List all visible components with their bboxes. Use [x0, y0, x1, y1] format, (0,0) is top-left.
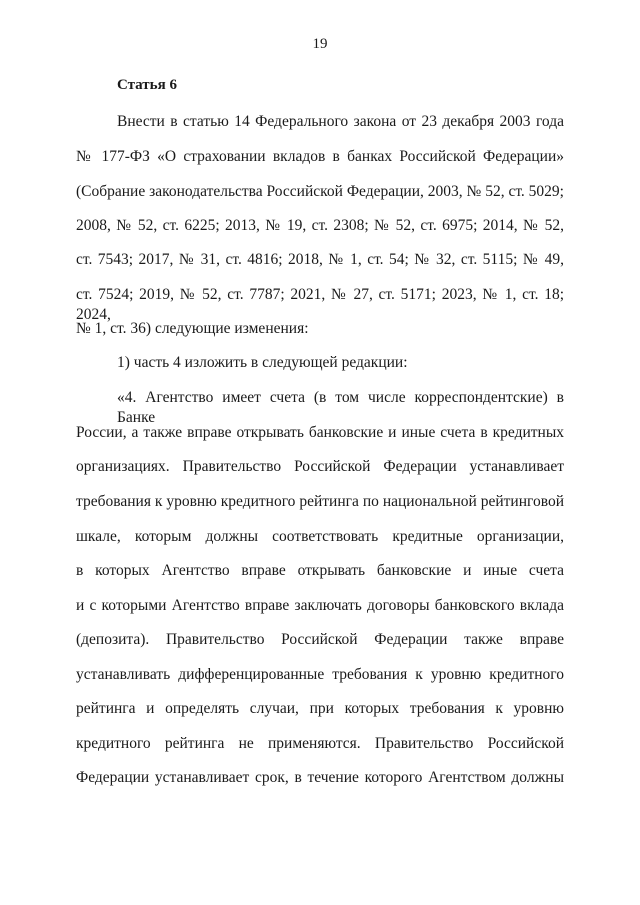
text-line: (Собрание законодательства Российской Федерации, 2003, № 52, ст. 5029;: [76, 183, 564, 200]
text-line: устанавливать дифференцированные требования к уровню кредитного: [76, 666, 564, 683]
text-line: шкале, которым должны соответствовать кредитные организации,: [76, 528, 564, 545]
text-line: рейтинга и определять случаи, при которых требования к уровню: [76, 700, 564, 717]
text-line: ст. 7524; 2019, № 52, ст. 7787; 2021, № 27, ст. 5171; 2023, № 1, ст. 18; 2024,: [76, 286, 564, 323]
text-line: организациях. Правительство Российской Федерации устанавливает: [76, 458, 564, 475]
text-line: (депозита). Правительство Российской Федерации также вправе: [76, 631, 564, 648]
article-heading: Статья 6: [117, 77, 177, 93]
text-line: № 177-ФЗ «О страховании вкладов в банках Российской Федерации»: [76, 148, 564, 165]
text-line: России, а также вправе открывать банковские и иные счета в кредитных: [76, 424, 564, 441]
text-line: и с которыми Агентство вправе заключать договоры банковского вклада: [76, 597, 564, 614]
text-line: кредитного рейтинга не применяются. Правительство Российской: [76, 735, 564, 752]
text-line: Внести в статью 14 Федерального закона от 23 декабря 2003 года: [117, 113, 564, 130]
text-line: 2008, № 52, ст. 6225; 2013, № 19, ст. 2308; № 52, ст. 6975; 2014, № 52,: [76, 217, 564, 234]
text-line: «4. Агентство имеет счета (в том числе корреспондентские) в Банке: [117, 389, 564, 426]
text-line: ст. 7543; 2017, № 31, ст. 4816; 2018, № 1, ст. 54; № 32, ст. 5115; № 49,: [76, 251, 564, 268]
text-line: № 1, ст. 36) следующие изменения:: [76, 320, 309, 337]
page-number: 19: [312, 36, 328, 52]
text-line: 1) часть 4 изложить в следующей редакции:: [117, 354, 408, 371]
text-line: Федерации устанавливает срок, в течение которого Агентством должны: [76, 769, 564, 786]
text-line: требования к уровню кредитного рейтинга по национальной рейтинговой: [76, 493, 564, 510]
text-line: в которых Агентство вправе открывать банковские и иные счета: [76, 562, 564, 579]
